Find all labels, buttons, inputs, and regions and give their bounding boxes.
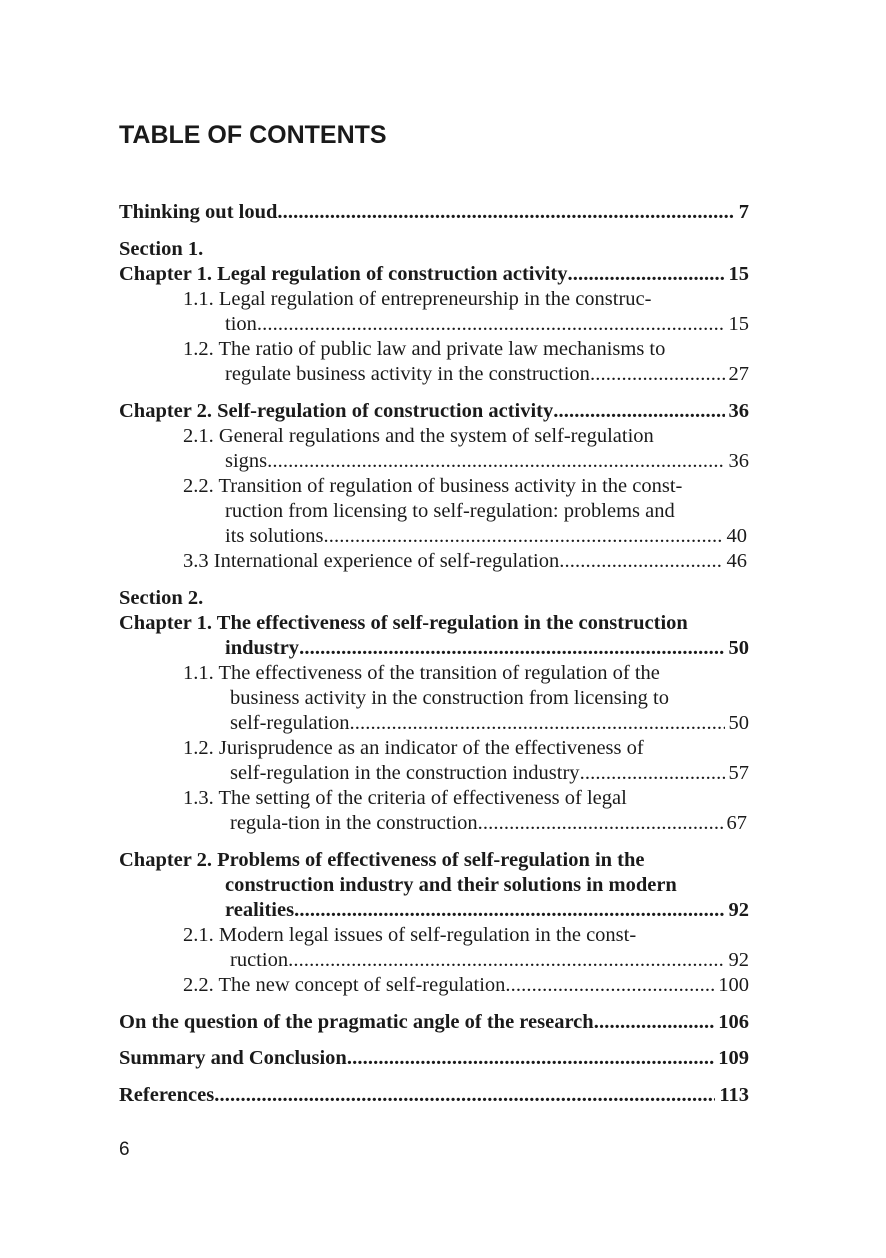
toc-entry-title: self-regulation in the construction industry (230, 762, 580, 784)
dot-leader (299, 636, 724, 661)
toc-entry-s1-chapter-2[interactable] (119, 399, 749, 424)
page-number: 6 (119, 1139, 130, 1160)
toc-page-number: 109 (718, 1047, 749, 1069)
toc-page-number: 57 (728, 762, 749, 784)
toc-entry-thinking-out-loud[interactable] (119, 200, 749, 225)
section-label: Section 2. (119, 587, 204, 609)
toc-entry-s2-2-1-line1[interactable]: 2.1. Modern legal issues of self-regulation in the const- (183, 924, 637, 946)
toc-entry-title: ruction (230, 949, 289, 971)
toc-page-number: 36 (728, 400, 749, 422)
toc-page-number: 92 (728, 899, 749, 921)
toc-entry-s2-chapter-2-line1[interactable]: Chapter 2. Problems of effectiveness of self-regulation in the (119, 849, 645, 871)
dot-leader (347, 1046, 714, 1071)
dot-leader (294, 898, 724, 923)
toc-page-number: 50 (728, 637, 749, 659)
toc-entry-pragmatic-angle[interactable] (119, 1010, 749, 1035)
toc-entry-s1-2-1-line1[interactable]: 2.1. General regulations and the system of self-regulation (183, 425, 654, 447)
toc-page-number: 46 (726, 550, 747, 572)
dot-leader (324, 524, 723, 549)
toc-page-number: 15 (728, 263, 749, 285)
toc-page-number: 100 (718, 974, 749, 996)
toc-entry-title: tion (225, 313, 257, 335)
toc-page-number: 106 (718, 1011, 749, 1033)
toc-entry-title: References (119, 1084, 215, 1106)
toc-entry-s2-2-2[interactable] (183, 973, 749, 998)
toc-page-number: 92 (728, 949, 749, 971)
toc-page-number: 40 (726, 525, 747, 547)
toc-entry-title: 3.3 International experience of self-regulation (183, 550, 560, 572)
dot-leader (288, 948, 724, 973)
toc-entry-s2-chapter-1-line1[interactable]: Chapter 1. The effectiveness of self-regulation in the construction (119, 612, 688, 634)
toc-entry-s2-1-1-line2[interactable]: business activity in the construction from licensing to (230, 687, 669, 709)
toc-entry-s1-1-1-line1[interactable]: 1.1. Legal regulation of entrepreneurship in the construc- (183, 288, 652, 310)
toc-entry-s2-chapter-2[interactable] (225, 898, 749, 923)
toc-entry-s1-chapter-1[interactable] (119, 262, 749, 287)
toc-entry-title: 2.2. The new concept of self-regulation (183, 974, 506, 996)
dot-leader (478, 811, 723, 836)
dot-leader (214, 1083, 715, 1108)
toc-page-number: 67 (726, 812, 747, 834)
toc-entry-s1-1-1[interactable] (225, 312, 749, 337)
page-title: TABLE OF CONTENTS (119, 121, 387, 149)
dot-leader (505, 973, 714, 998)
toc-entry-title: Chapter 2. Self-regulation of construction activity (119, 400, 554, 422)
toc-page-number: 36 (728, 450, 749, 472)
dot-leader (553, 399, 724, 424)
toc-page-number: 113 (719, 1084, 749, 1106)
toc-page-number: 27 (728, 363, 749, 385)
toc-entry-s2-1-3-line1[interactable]: 1.3. The setting of the criteria of effectiveness of legal (183, 787, 627, 809)
toc-entry-s1-1-2-line1[interactable]: 1.2. The ratio of public law and private law mechanisms to (183, 338, 666, 360)
toc-page-number: 15 (728, 313, 749, 335)
section-label: Section 1. (119, 238, 204, 260)
toc-page-number: 7 (738, 201, 749, 223)
toc-entry-s1-2-1[interactable] (225, 449, 749, 474)
toc-entry-title: regula-tion in the construction (230, 812, 478, 834)
toc-entry-s2-chapter-1[interactable] (225, 636, 749, 661)
toc-entry-title: self-regulation (230, 712, 350, 734)
toc-entry-s2-1-1[interactable] (230, 711, 749, 736)
toc-entry-title: On the question of the pragmatic angle of the research (119, 1011, 594, 1033)
toc-entry-s1-2-3[interactable] (183, 549, 747, 574)
toc-entry-title: signs (225, 450, 268, 472)
dot-leader (559, 549, 722, 574)
toc-entry-title: realities (225, 899, 295, 921)
toc-entry-s2-1-2[interactable] (230, 761, 749, 786)
toc-entry-s1-2-2-line2[interactable]: ruction from licensing to self-regulation: problems and (225, 500, 675, 522)
toc-entry-title: industry (225, 637, 300, 659)
toc-page-number: 50 (728, 712, 749, 734)
dot-leader (350, 711, 725, 736)
dot-leader (580, 761, 725, 786)
dot-leader (267, 449, 724, 474)
toc-entry-title: Thinking out loud (119, 201, 278, 223)
toc-entry-s1-2-2-line1[interactable]: 2.2. Transition of regulation of business activity in the const- (183, 475, 683, 497)
toc-entry-s2-1-2-line1[interactable]: 1.2. Jurisprudence as an indicator of the effectiveness of (183, 737, 644, 759)
toc-entry-summary[interactable] (119, 1046, 749, 1071)
toc-entry-s2-2-1[interactable] (230, 948, 749, 973)
toc-entry-s2-1-1-line1[interactable]: 1.1. The effectiveness of the transition of regulation of the (183, 662, 660, 684)
dot-leader (257, 312, 725, 337)
toc-entry-title: regulate business activity in the construction (225, 363, 590, 385)
dot-leader (594, 1010, 715, 1035)
toc-entry-title: its solutions (225, 525, 324, 547)
dot-leader (590, 362, 725, 387)
toc-entry-references[interactable] (119, 1083, 749, 1108)
toc-entry-title: Chapter 1. Legal regulation of construction activity (119, 263, 568, 285)
dot-leader (277, 200, 734, 225)
dot-leader (568, 262, 725, 287)
toc-entry-s2-chapter-2-line2[interactable]: construction industry and their solutions in modern (225, 874, 677, 896)
toc-entry-s2-1-3[interactable] (230, 811, 747, 836)
toc-entry-title: Summary and Conclusion (119, 1047, 347, 1069)
toc-entry-s1-1-2[interactable] (225, 362, 749, 387)
toc-entry-s1-2-2[interactable] (225, 524, 747, 549)
